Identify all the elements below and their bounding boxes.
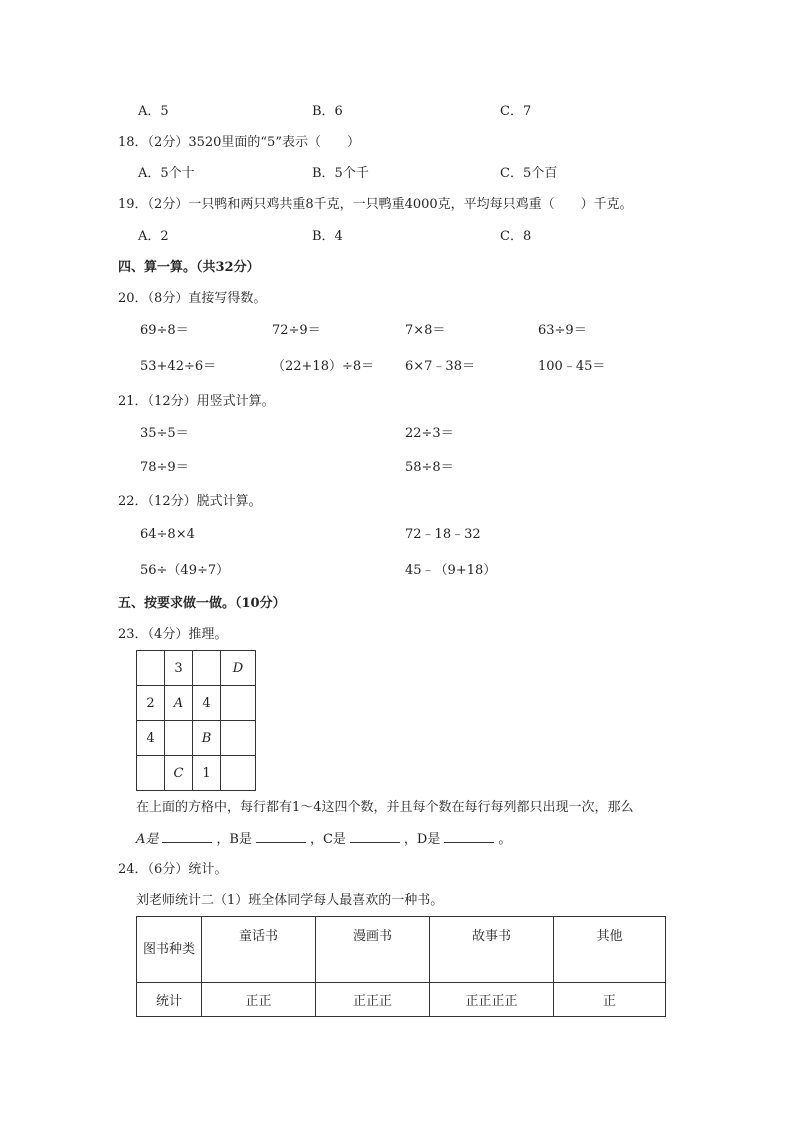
q22-item: 72﹣18﹣32 <box>405 527 481 542</box>
table-cell: 正正正正 <box>430 983 554 1017</box>
grid-cell <box>221 756 256 791</box>
q20-item: 7×8＝ <box>405 323 446 338</box>
q20-stem: 20．（8分）直接写得数。 <box>118 291 267 306</box>
table-header-cell: 漫画书 <box>316 917 430 983</box>
q21-item: 22÷3＝ <box>405 426 454 441</box>
q18-stem: 18．（2分）3520里面的“5”表示（ ） <box>118 135 360 150</box>
grid-cell: 4 <box>137 721 165 756</box>
q24-stem: 24．（6分）统计。 <box>118 862 228 877</box>
table-cell: 正 <box>554 983 666 1017</box>
section-5-title: 五、按要求做一做。（10分） <box>118 596 286 611</box>
grid-cell: 1 <box>193 756 221 791</box>
q17-option-c: C．7 <box>500 104 532 119</box>
reasoning-grid <box>136 650 256 791</box>
book-stat-table <box>136 916 666 1017</box>
q23-label-d: ，D是 <box>403 832 441 847</box>
q23-stem: 23．（4分）推理。 <box>118 627 228 642</box>
q18-option-c: C．5个百 <box>500 166 558 181</box>
q20-item: 53+42÷6＝ <box>140 359 217 374</box>
q20-item: 72÷9＝ <box>272 323 321 338</box>
q19-option-c: C．8 <box>500 229 532 244</box>
q20-item: 63÷9＝ <box>538 323 587 338</box>
q17-option-b: B．6 <box>312 104 343 119</box>
q19-option-a: A．2 <box>138 229 169 244</box>
grid-cell <box>165 721 193 756</box>
q20-item: 100﹣45＝ <box>538 359 606 374</box>
q23-answer-line <box>136 830 511 849</box>
grid-cell <box>137 651 165 686</box>
answer-blank-b[interactable] <box>256 830 306 843</box>
grid-cell: 3 <box>165 651 193 686</box>
grid-cell: 2 <box>137 686 165 721</box>
q19-option-b: B．4 <box>312 229 343 244</box>
table-cell: 正正正 <box>316 983 430 1017</box>
q23-label-c: ，C是 <box>309 832 346 847</box>
grid-cell: 4 <box>193 686 221 721</box>
grid-cell <box>193 651 221 686</box>
q22-item: 64÷8×4 <box>140 527 195 542</box>
q23-text: 在上面的方格中，每行都有1～4这四个数，并且每个数在每行每列都只出现一次，那么 <box>136 800 634 815</box>
q20-item: 6×7﹣38＝ <box>405 359 475 374</box>
answer-blank-a[interactable] <box>162 830 212 843</box>
q23-label-b: ，B是 <box>216 832 252 847</box>
grid-cell: B <box>193 721 221 756</box>
q19-stem: 19．（2分）一只鸭和两只鸡共重8千克，一只鸭重4000克，平均每只鸡重（ ）千克。 <box>118 197 633 212</box>
grid-cell: D <box>221 651 256 686</box>
q18-option-b: B．5个千 <box>312 166 369 181</box>
grid-cell <box>137 756 165 791</box>
q22-item: 56÷（49÷7） <box>140 563 230 578</box>
q20-item: 69÷8＝ <box>140 323 189 338</box>
answer-blank-d[interactable] <box>444 830 494 843</box>
q23-label-end: 。 <box>498 832 512 847</box>
q23-label-a: A是 <box>136 832 159 847</box>
q21-stem: 21．（12分）用竖式计算。 <box>118 394 275 409</box>
q18-option-a: A．5个十 <box>138 166 195 181</box>
table-header-cell: 其他 <box>554 917 666 983</box>
q20-item: （22+18）÷8＝ <box>272 359 375 374</box>
grid-cell: C <box>165 756 193 791</box>
q21-item: 35÷5＝ <box>140 426 189 441</box>
q21-item: 58÷8＝ <box>405 460 454 475</box>
table-header-cell: 图书种类 <box>137 917 202 983</box>
section-4-title: 四、算一算。（共32分） <box>118 260 260 275</box>
q21-item: 78÷9＝ <box>140 460 189 475</box>
q17-option-a: A．5 <box>138 104 169 119</box>
q22-stem: 22．（12分）脱式计算。 <box>118 494 262 509</box>
table-header-cell: 童话书 <box>202 917 316 983</box>
answer-blank-c[interactable] <box>350 830 400 843</box>
q24-intro: 刘老师统计二（1）班全体同学每人最喜欢的一种书。 <box>136 893 444 908</box>
grid-cell: A <box>165 686 193 721</box>
table-cell: 统计 <box>137 983 202 1017</box>
q22-item: 45﹣（9+18） <box>405 563 497 578</box>
table-header-cell: 故事书 <box>430 917 554 983</box>
grid-cell <box>221 686 256 721</box>
table-cell: 正正 <box>202 983 316 1017</box>
grid-cell <box>221 721 256 756</box>
